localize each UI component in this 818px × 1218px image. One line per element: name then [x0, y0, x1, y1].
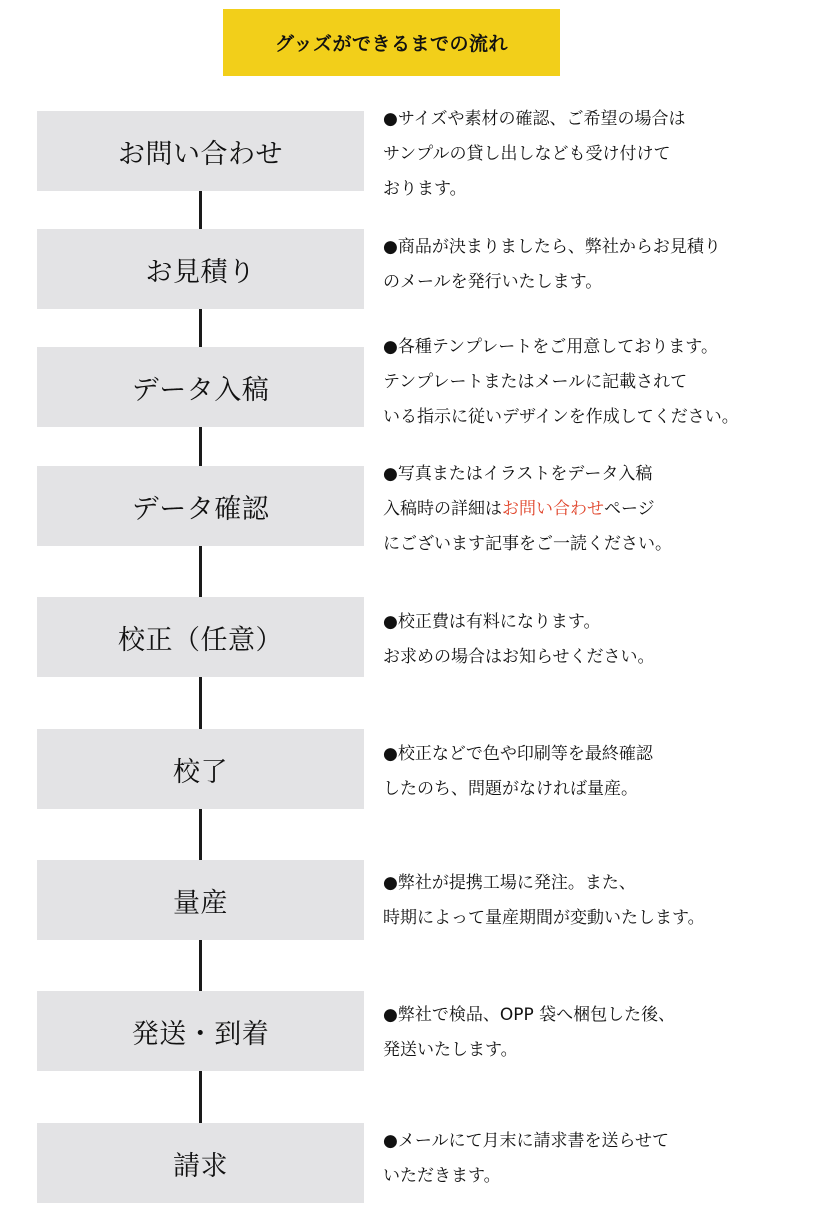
description-line: ●校正費は有料になります。 — [383, 612, 601, 632]
step-shipping-arrival — [37, 991, 364, 1071]
description-line: にございます記事をご一読ください。 — [383, 534, 672, 554]
step-description — [383, 998, 813, 1068]
flow-connector — [199, 191, 202, 229]
step-inquiry — [37, 111, 364, 191]
step-label: お問い合わせ — [118, 138, 283, 170]
description-text: ページ — [604, 499, 655, 519]
step-label: お見積り — [145, 256, 256, 288]
step-description — [383, 605, 813, 675]
description-line: ●各種テンプレートをご用意しております。 — [383, 337, 718, 357]
inquiry-page-link[interactable]: お問い合わせ — [502, 499, 604, 519]
flow-connector — [199, 940, 202, 991]
step-description — [383, 230, 813, 300]
flow-connector — [199, 1071, 202, 1123]
description-line: お求めの場合はお知らせください。 — [383, 647, 655, 667]
header-banner — [223, 9, 560, 76]
step-description — [383, 457, 813, 562]
step-description — [383, 330, 813, 435]
description-line: ●写真またはイラストをデータ入稿 — [383, 464, 653, 484]
flow-connector — [199, 309, 202, 347]
flow-connector — [199, 677, 202, 729]
flow-connector — [199, 809, 202, 860]
step-label: 量産 — [173, 887, 228, 919]
description-line: いる指示に従いデザインを作成してください。 — [383, 407, 739, 427]
description-line: サンプルの貸し出しなども受け付けて — [383, 144, 671, 164]
step-estimate — [37, 229, 364, 309]
step-description — [383, 866, 813, 936]
step-billing — [37, 1123, 364, 1203]
description-line: ●校正などで色や印刷等を最終確認 — [383, 744, 653, 764]
flow-connector — [199, 427, 202, 466]
description-line: ●サイズや素材の確認、ご希望の場合は — [383, 109, 686, 129]
description-line: ●メールにて月末に請求書を送らせて — [383, 1131, 669, 1151]
step-description — [383, 737, 813, 807]
description-line — [383, 492, 813, 527]
step-label: 校了 — [173, 756, 228, 788]
description-line: 発送いたします。 — [383, 1040, 518, 1060]
step-mass-production — [37, 860, 364, 940]
step-data-check — [37, 466, 364, 546]
description-line: ●弊社が提携工場に発注。また、 — [383, 873, 636, 893]
step-description — [383, 102, 813, 207]
description-line: テンプレートまたはメールに記載されて — [383, 372, 688, 392]
page-title: グッズができるまでの流れ — [274, 33, 509, 55]
description-line: おります。 — [383, 179, 467, 199]
step-label: 発送・到着 — [131, 1018, 270, 1050]
step-proof-approval — [37, 729, 364, 809]
description-line: のメールを発行いたします。 — [383, 272, 603, 292]
description-line: 時期によって量産期間が変動いたします。 — [383, 908, 705, 928]
flow-connector — [199, 546, 202, 597]
step-data-submission — [37, 347, 364, 427]
description-text: 入稿時の詳細は — [383, 499, 502, 519]
description-line: ●弊社で検品、OPP 袋へ梱包した後、 — [383, 1005, 676, 1025]
step-label: データ確認 — [131, 493, 270, 525]
step-description — [383, 1124, 813, 1194]
step-label: データ入稿 — [131, 374, 270, 406]
step-label: 校正（任意） — [118, 624, 283, 656]
description-line: ●商品が決まりましたら、弊社からお見積り — [383, 237, 721, 257]
description-line: いただきます。 — [383, 1166, 501, 1186]
step-label: 請求 — [173, 1150, 228, 1182]
description-line: したのち、問題がなければ量産。 — [383, 779, 638, 799]
step-proofreading — [37, 597, 364, 677]
